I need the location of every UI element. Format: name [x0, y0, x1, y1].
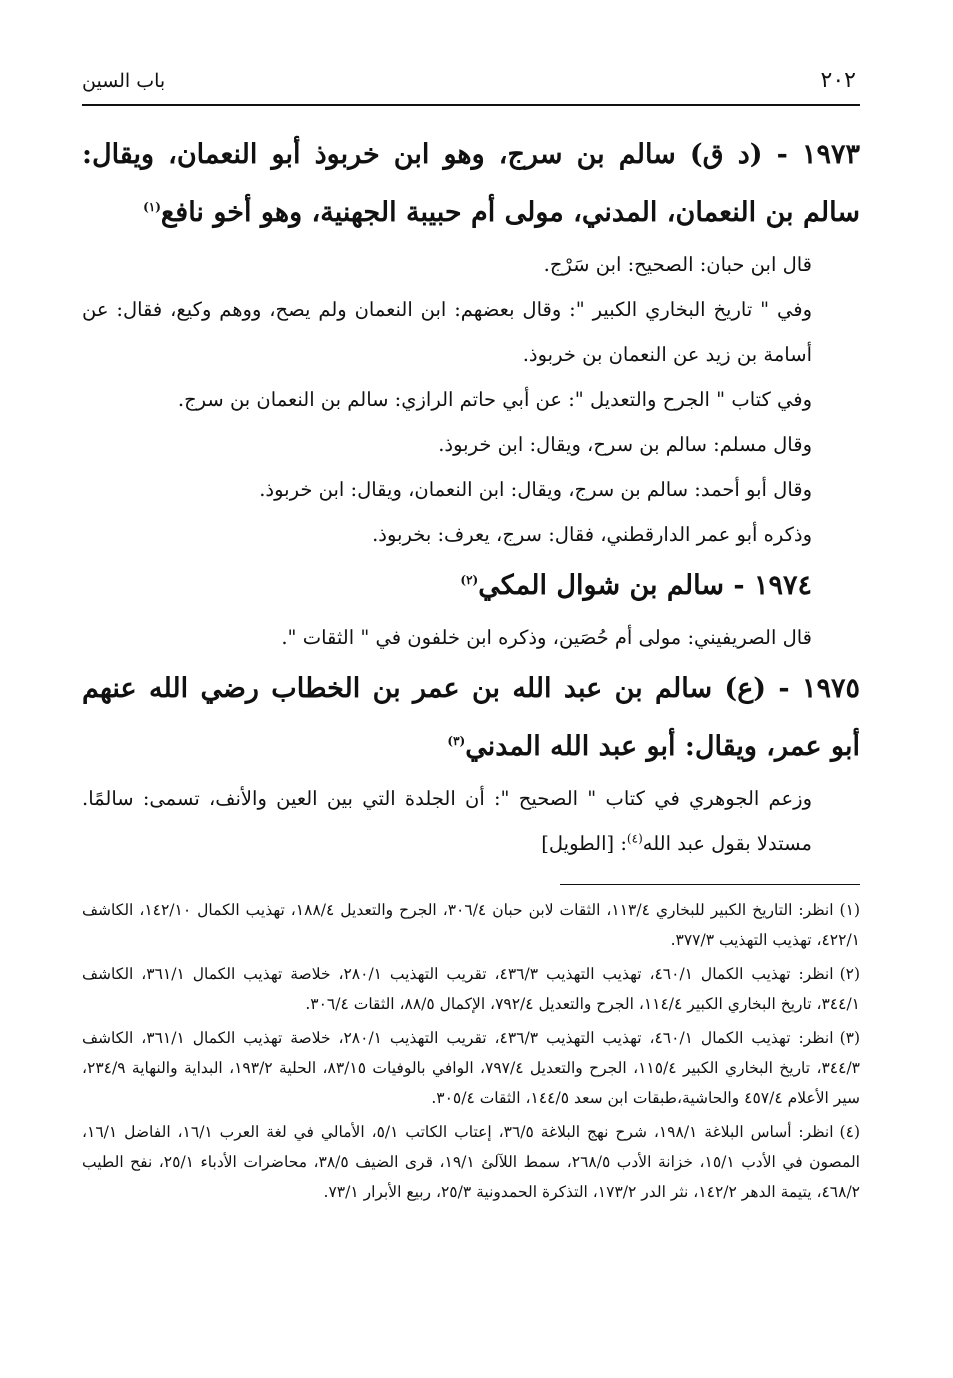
footnote-text: انظر: تهذيب الكمال ٤٦٠/١، تهذيب التهذيب ٤٣٦/٣، تقريب التهذيب ٢٨٠/١، خلاصة تهذيب الكمال ٣٦١/١، الكاشف ٣٤٤/١، تاريخ البخاري الكبير ١١٤/٤، الجرح والتعديل ٧٩٢/٤، الإكمال ٨٨/٥، الثقات ٣٠٦/٤.	[82, 965, 860, 1013]
main-text	[82, 126, 860, 866]
paragraph: قال ابن حبان: الصحيح: ابن سَرْج.	[543, 253, 812, 276]
footnote-marker: (١)	[143, 200, 161, 214]
footnote-4	[82, 1117, 860, 1207]
paragraph-punct: :	[614, 832, 627, 855]
footnote-2	[82, 959, 860, 1019]
footnote-1	[82, 895, 860, 955]
footnote-text: انظر: أساس البلاغة ١٩٨/١، شرح نهج البلاغة ٣٦/٥، إعتاب الكاتب ٥/١، الأمالي في لغة العرب ١٦/١، الفاضل ١٦/١، المصون في الأدب ١٥/١، خزانة الأدب ٢٦٨/٥، سمط اللآلئ ١٩/١، قرى الضيف ٣٨/٥، محاضرات الأدباء ٢٥/١، نفح الطيب ٤٦٨/٢، يتيمة الدهر ١٤٢/٢، نثر الدر ١٧٣/٢، التذكرة الحمدونية ٢٥/٣، ربيع الأبرار ٧٣/١.	[82, 1123, 860, 1201]
chapter-title: باب السين	[82, 70, 166, 92]
footnote-separator	[560, 884, 860, 885]
footnote-label: (٢)	[839, 965, 861, 983]
book-page	[82, 60, 860, 1211]
footnote-label: (١)	[839, 901, 860, 919]
paragraph: قال الصريفيني: مولى أم حُصَين، وذكره ابن خلفون في " الثقات ".	[281, 626, 812, 649]
footnote-label: (٣)	[839, 1029, 861, 1047]
entry-heading-text: ١٩٧٣ - (د ق) سالم بن سرج، وهو ابن خربوذ أبو النعمان، ويقال: سالم بن النعمان، المدني، مولى أم حبيبة الجهنية، وهو أخو نافع	[82, 139, 860, 228]
entry-heading-1974	[82, 557, 860, 615]
poetic-meter-label: [الطويل]	[541, 832, 615, 855]
footnote-marker: (٢)	[460, 573, 479, 587]
paragraph-text: وزعم الجوهري في كتاب " الصحيح ": أن الجلدة التي بين العين والأنف، تسمى: سالمًا. مستدلا بقول عبد الله	[82, 787, 812, 855]
entry-heading-text: ١٩٧٥ - (ع) سالم بن عبد الله بن عمر بن الخطاب رضي الله عنهم أبو عمر، ويقال: أبو عبد الله المدني	[82, 673, 860, 762]
footnote-marker: (٤)	[626, 831, 643, 846]
footnotes	[82, 895, 860, 1207]
paragraph: وذكره أبو عمر الدارقطني، فقال: سرج، يعرف: بخربوذ.	[372, 523, 812, 546]
footnote-3	[82, 1023, 860, 1113]
page-number: ٢٠٢	[820, 68, 856, 93]
footnote-text: انظر: تهذيب الكمال ٤٦٠/١، تهذيب التهذيب ٤٣٦/٣، تقريب التهذيب ٢٨٠/١، خلاصة تهذيب الكمال ٣٦١/١، الكاشف ٣٤٤/٣، تاريخ البخاري الكبير ١١٥/٤، الجرح والتعديل ٧٩٧/٤، الوافي بالوفيات ٨٣/١٥، الحلية ١٩٣/٢، البداية والنهاية ٢٣٤/٩، سير الأعلام ٤٥٧/٤ والحاشية،طبقات ابن سعد ١٤٤/٥، الثقات ٣٠٥/٤.	[82, 1029, 860, 1107]
entry-heading-text: ١٩٧٤ - سالم بن شوال المكي	[478, 570, 812, 601]
footnote-marker: (٣)	[447, 734, 466, 748]
entry-heading-1973	[82, 126, 860, 242]
paragraph-with-verse-ref	[82, 776, 860, 866]
paragraph: وفي " تاريخ البخاري الكبير ": وقال بعضهم: ابن النعمان ولم يصح، ووهم وكيع، فقال: عن أسامة بن زيد عن النعمان بن خربوذ.	[82, 298, 812, 366]
paragraph: وقال مسلم: سالم بن سرح، ويقال: ابن خربوذ.	[438, 433, 812, 456]
footnote-label: (٤)	[839, 1123, 860, 1141]
footnote-text: انظر: التاريخ الكبير للبخاري ١١٣/٤، الثقات لابن حبان ٣٠٦/٤، الجرح والتعديل ١٨٨/٤، تهذيب الكمال ١٤٢/١٠، الكاشف ٤٢٢/١، تهذيب التهذيب ٣٧٧/٣.	[82, 901, 860, 949]
paragraph: وقال أبو أحمد: سالم بن سرج، ويقال: ابن النعمان، ويقال: ابن خربوذ.	[259, 478, 812, 501]
running-header	[82, 60, 860, 106]
paragraph: وفي كتاب " الجرح والتعديل ": عن أبي حاتم الرازي: سالم بن النعمان بن سرج.	[177, 388, 812, 411]
entry-heading-1975	[82, 660, 860, 776]
